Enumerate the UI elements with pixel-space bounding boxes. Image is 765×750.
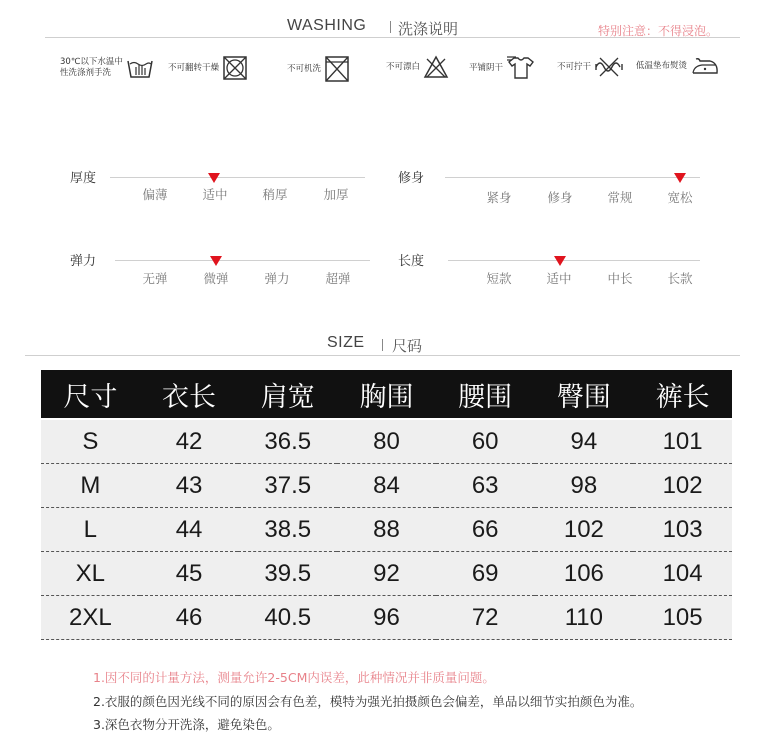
thickness-option: 稍厚 — [262, 187, 288, 202]
table-cell: 84 — [337, 464, 436, 508]
table-cell: L — [41, 508, 140, 552]
table-cell: 36.5 — [238, 420, 337, 464]
column-header: 臀围 — [535, 370, 634, 418]
note-color: 2.衣服的颜色因光线不同的原因会有色差，模特为强光拍摄颜色会偏差，单品以细节实拍颜色为准。 — [93, 694, 643, 709]
elasticity-option: 超弹 — [325, 271, 351, 286]
fit-scale-line — [445, 177, 700, 178]
care-no-bleach — [386, 55, 449, 79]
table-cell: 2XL — [41, 596, 140, 640]
table-cell: 63 — [436, 464, 535, 508]
table-cell: 103 — [633, 508, 732, 552]
table-cell: 105 — [633, 596, 732, 640]
length-option: 长款 — [667, 271, 693, 286]
table-cell: 46 — [140, 596, 239, 640]
length-title: 长度 — [398, 254, 425, 269]
no-wring-icon — [594, 55, 624, 79]
care-label: 不可拧干 — [557, 61, 592, 72]
table-row — [41, 596, 732, 640]
column-header: 胸围 — [337, 370, 436, 418]
size-title-en: SIZE — [327, 334, 365, 351]
fit-option: 宽松 — [667, 190, 693, 205]
column-header: 裤长 — [633, 370, 732, 418]
care-label: 不可翻转干燥 — [168, 62, 220, 73]
size-rule — [25, 355, 740, 356]
table-cell: 88 — [337, 508, 436, 552]
table-cell: 42 — [140, 420, 239, 464]
column-header: 衣长 — [140, 370, 239, 418]
washing-title-cn: 洗涤说明 — [398, 20, 459, 38]
elasticity-option: 微弹 — [203, 271, 229, 286]
iron-low-icon — [690, 55, 720, 77]
size-table-header-row — [41, 370, 732, 418]
length-option: 中长 — [607, 271, 633, 286]
no-machine-wash-icon — [324, 55, 350, 83]
table-cell: 104 — [633, 552, 732, 596]
table-cell: 96 — [337, 596, 436, 640]
size-separator — [382, 339, 383, 351]
table-cell: 66 — [436, 508, 535, 552]
length-scale-line — [448, 260, 700, 261]
table-cell: 80 — [337, 420, 436, 464]
table-cell: 40.5 — [238, 596, 337, 640]
care-iron-low — [636, 55, 720, 77]
fit-option: 修身 — [547, 190, 573, 205]
care-label: 不可机洗 — [287, 63, 322, 74]
table-cell: 69 — [436, 552, 535, 596]
fit-marker — [674, 173, 686, 183]
fit-option: 紧身 — [486, 190, 512, 205]
size-title-cn: 尺码 — [392, 337, 423, 355]
table-cell: 98 — [535, 464, 634, 508]
table-cell: XL — [41, 552, 140, 596]
elasticity-marker — [210, 256, 222, 266]
length-marker — [554, 256, 566, 266]
size-table — [41, 370, 732, 640]
table-cell: 45 — [140, 552, 239, 596]
table-row — [41, 552, 732, 596]
table-cell: 37.5 — [238, 464, 337, 508]
column-header: 腰围 — [436, 370, 535, 418]
table-cell: M — [41, 464, 140, 508]
care-label: 30℃以下水温中 — [60, 57, 123, 67]
column-header: 肩宽 — [238, 370, 337, 418]
care-label: 平铺阴干 — [469, 62, 504, 73]
fit-title: 修身 — [398, 171, 425, 186]
table-row — [41, 464, 732, 508]
care-label: 不可漂白 — [386, 61, 421, 72]
flat-dry-shade-icon — [506, 55, 536, 81]
thickness-option: 加厚 — [323, 187, 349, 202]
note-wash: 3.深色衣物分开洗涤，避免染色。 — [93, 717, 280, 732]
no-bleach-icon — [423, 55, 449, 79]
table-cell: 39.5 — [238, 552, 337, 596]
table-cell: 102 — [535, 508, 634, 552]
table-cell: 101 — [633, 420, 732, 464]
length-option: 短款 — [486, 271, 512, 286]
hand-wash-icon — [126, 55, 154, 81]
fit-option: 常规 — [607, 190, 633, 205]
table-cell: 44 — [140, 508, 239, 552]
elasticity-scale-line — [115, 260, 370, 261]
note-measurement: 1.因不同的计量方法，测量允许2-5CM内误差，此种情况并非质量问题。 — [93, 670, 495, 685]
washing-notice: 特别注意：不得浸泡。 — [598, 24, 719, 38]
table-cell: 38.5 — [238, 508, 337, 552]
table-cell: 106 — [535, 552, 634, 596]
care-no-tumble-dry — [168, 55, 248, 81]
elasticity-option: 无弹 — [142, 271, 168, 286]
care-label: 性洗涤剂手洗 — [60, 68, 112, 78]
length-option: 适中 — [546, 271, 572, 286]
table-cell: 110 — [535, 596, 634, 640]
thickness-marker — [208, 173, 220, 183]
table-cell: 92 — [337, 552, 436, 596]
care-label: 低温垫布熨烫 — [636, 60, 688, 71]
thickness-title: 厚度 — [70, 171, 97, 186]
table-cell: 72 — [436, 596, 535, 640]
elasticity-option: 弹力 — [264, 271, 290, 286]
elasticity-title: 弹力 — [70, 254, 97, 269]
table-cell: 60 — [436, 420, 535, 464]
thickness-option: 适中 — [202, 187, 228, 202]
table-cell: 102 — [633, 464, 732, 508]
care-flat-dry-shade — [469, 55, 536, 81]
table-cell: 94 — [535, 420, 634, 464]
thickness-scale-line — [110, 177, 365, 178]
washing-title-en: WASHING — [287, 17, 367, 34]
table-row — [41, 508, 732, 552]
table-cell: 43 — [140, 464, 239, 508]
column-header: 尺寸 — [41, 370, 140, 418]
table-cell: S — [41, 420, 140, 464]
no-tumble-dry-icon — [222, 55, 248, 81]
care-hand-wash — [60, 55, 154, 81]
table-row — [41, 420, 732, 464]
care-no-wring — [557, 55, 624, 79]
care-no-machine-wash — [287, 55, 350, 83]
washing-separator — [390, 21, 391, 33]
thickness-option: 偏薄 — [142, 187, 168, 202]
